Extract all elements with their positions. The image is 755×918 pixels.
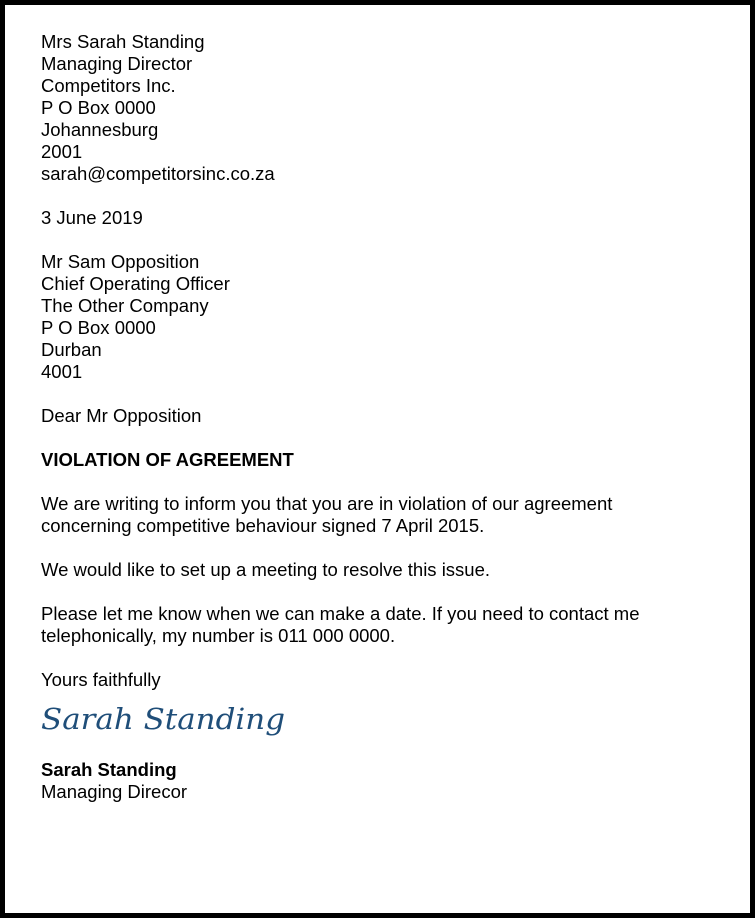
recipient-postal-code: 4001	[41, 361, 83, 382]
recipient-block	[41, 251, 741, 383]
body-text-line: telephonically, my number is 011 000 0000.	[41, 625, 396, 646]
spacer	[41, 581, 741, 603]
body-paragraph-3	[41, 603, 741, 647]
recipient-company: The Other Company	[41, 295, 209, 316]
recipient-city: Durban	[41, 339, 102, 360]
signature-script: Sarah Standing	[41, 702, 285, 736]
sender-po-box: P O Box 0000	[41, 97, 156, 118]
body-text-line: We would like to set up a meeting to resolve this issue.	[41, 559, 491, 580]
handwritten-signature	[41, 691, 741, 759]
sender-city: Johannesburg	[41, 119, 159, 140]
signoff-block	[41, 759, 741, 803]
letter-date: 3 June 2019	[41, 207, 143, 228]
spacer	[41, 647, 741, 669]
body-paragraph-2	[41, 559, 741, 581]
letter-content	[41, 31, 741, 803]
spacer	[41, 537, 741, 559]
signoff-title: Managing Direcor	[41, 781, 188, 802]
signature-graphic	[39, 699, 299, 739]
body-text-line: We are writing to inform you that you are in violation of our agreement	[41, 493, 613, 514]
closing: Yours faithfully	[41, 669, 161, 690]
recipient-title: Chief Operating Officer	[41, 273, 230, 294]
salutation: Dear Mr Opposition	[41, 405, 202, 426]
subject-heading: VIOLATION OF AGREEMENT	[41, 449, 294, 470]
body-paragraph-1	[41, 493, 741, 537]
spacer	[41, 185, 741, 207]
signoff-name: Sarah Standing	[41, 759, 177, 780]
sender-block	[41, 31, 741, 185]
body-text-line: Please let me know when we can make a date. If you need to contact me	[41, 603, 640, 624]
recipient-po-box: P O Box 0000	[41, 317, 156, 338]
sender-name: Mrs Sarah Standing	[41, 31, 205, 52]
sender-title: Managing Director	[41, 53, 193, 74]
sender-email: sarah@competitorsinc.co.za	[41, 163, 275, 184]
sender-company: Competitors Inc.	[41, 75, 176, 96]
body-text-line: concerning competitive behaviour signed 7 April 2015.	[41, 515, 485, 536]
spacer	[41, 229, 741, 251]
spacer	[41, 471, 741, 493]
spacer	[41, 383, 741, 405]
spacer	[41, 427, 741, 449]
recipient-name: Mr Sam Opposition	[41, 251, 200, 272]
sender-postal-code: 2001	[41, 141, 83, 162]
